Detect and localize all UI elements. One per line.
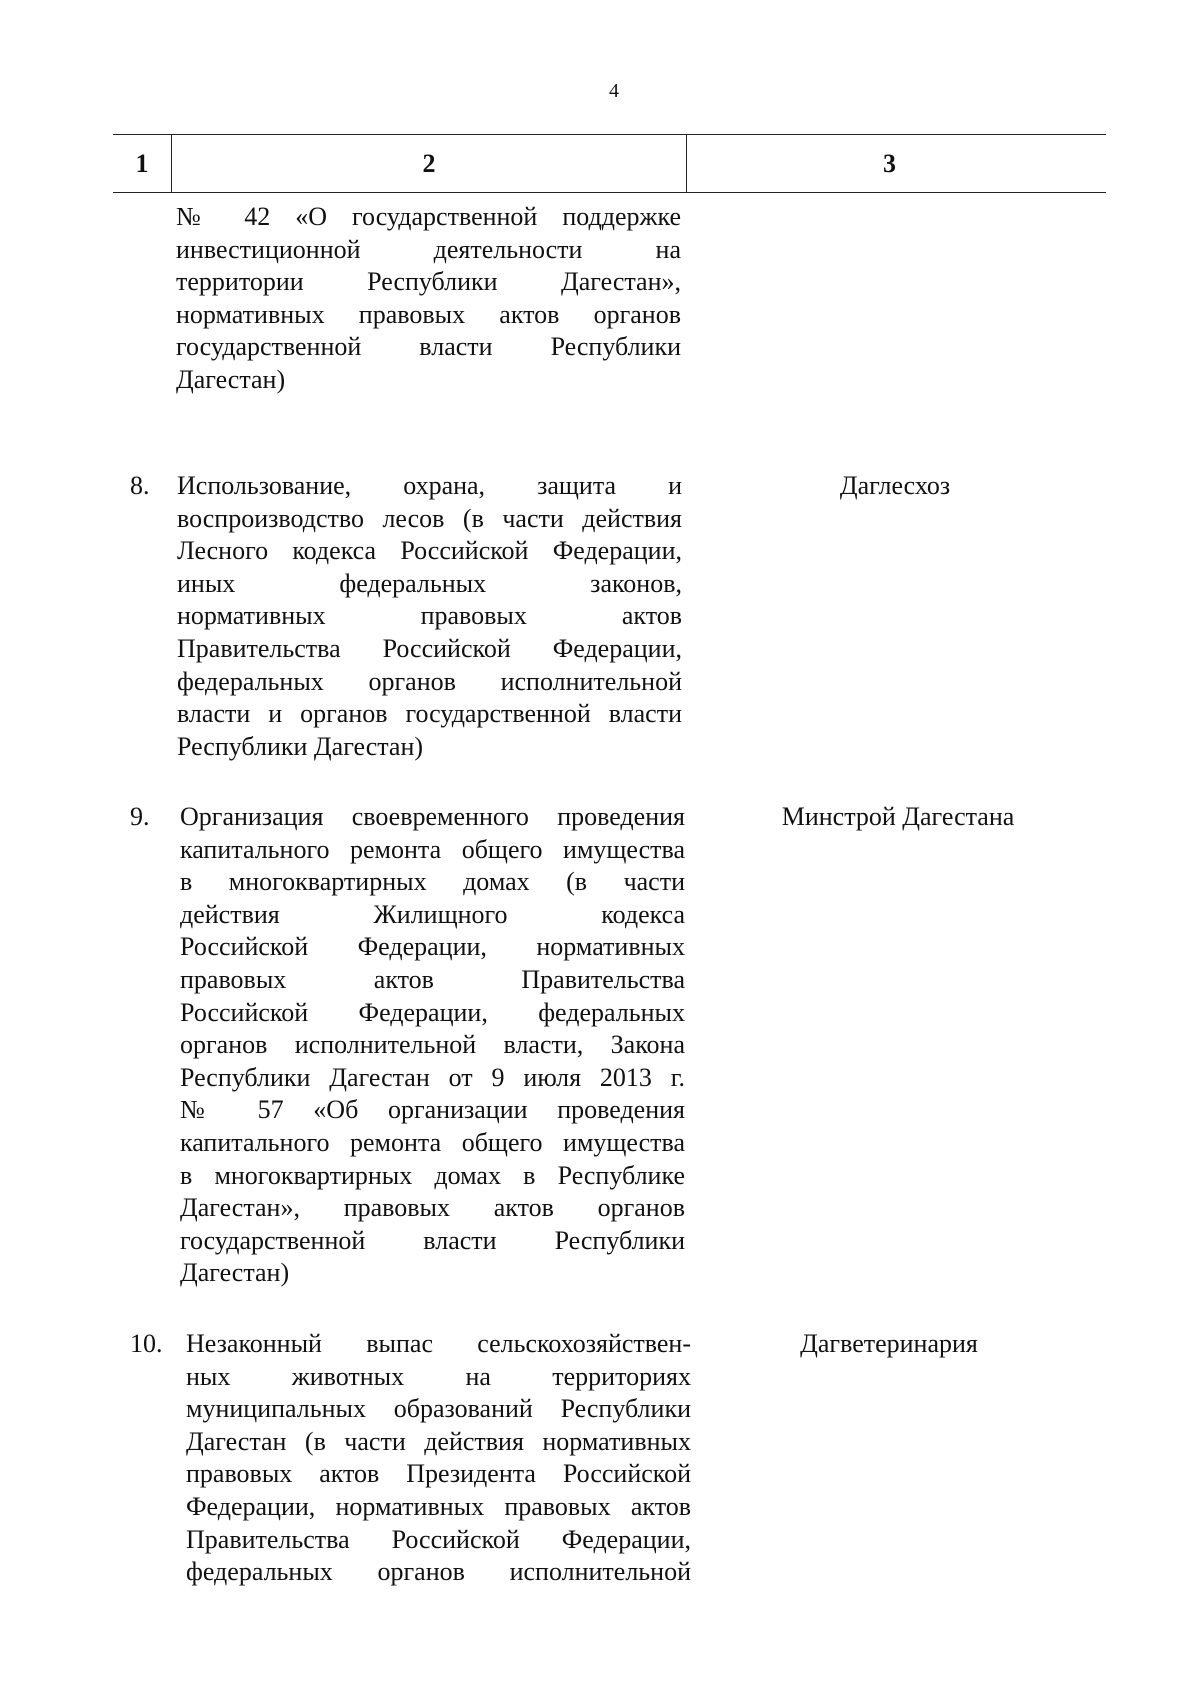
- row-number: 10.: [130, 1329, 163, 1358]
- row-description: [177, 470, 682, 763]
- description-line: Федерации, нормативных правовых актов: [186, 1491, 691, 1521]
- description-line: Республики Дагестан от 9 июля 2013 г.: [180, 1062, 685, 1092]
- column-header-3: 3: [883, 148, 896, 178]
- responsible-body: Минстрой Дагестана: [781, 802, 1015, 831]
- description-line: Дагестан», правовых актов органов: [180, 1193, 685, 1223]
- description-line: Правительства Российской Федерации,: [186, 1524, 691, 1554]
- description-line: Организация своевременного проведения: [180, 802, 685, 831]
- description-line: Российской Федерации, нормативных: [180, 932, 685, 962]
- description-line: нормативных правовых актов органов: [176, 299, 681, 329]
- description-line: Российской Федерации, федеральных: [180, 997, 685, 1027]
- description-line: федеральных органов исполнительной: [186, 1557, 691, 1587]
- description-line: инвестиционной деятельности на: [176, 234, 681, 264]
- description-line: капитального ремонта общего имущества: [180, 1127, 685, 1157]
- description-line: государственной власти Республики: [180, 1225, 685, 1255]
- table-header: [113, 134, 1106, 193]
- description-line: правовых актов Правительства: [180, 964, 685, 994]
- description-line: федеральных органов исполнительной: [177, 666, 682, 696]
- description-line: № 57 «Об организации проведения: [180, 1095, 685, 1125]
- responsible-body: Дагветеринария: [800, 1329, 978, 1358]
- row-number: 9.: [130, 802, 150, 831]
- description-line: нормативных правовых актов: [177, 601, 682, 631]
- column-header-1: 1: [113, 135, 172, 192]
- description-line: правовых актов Президента Российской: [186, 1459, 691, 1489]
- description-line: ных животных на территориях: [186, 1361, 691, 1391]
- row-description: [176, 201, 681, 397]
- description-line: действия Жилищного кодекса: [180, 899, 685, 929]
- description-line: в многоквартирных домах (в части: [180, 867, 685, 897]
- row-number: 8.: [130, 471, 150, 500]
- description-line: в многоквартирных домах в Республике: [180, 1160, 685, 1190]
- description-line: территории Республики Дагестан»,: [176, 267, 681, 297]
- responsible-body: Даглесхоз: [839, 471, 951, 500]
- description-line: капитального ремонта общего имущества: [180, 834, 685, 864]
- row-description: [180, 801, 685, 1290]
- description-line: органов исполнительной власти, Закона: [180, 1030, 685, 1060]
- description-line: № 42 «О государственной поддержке: [176, 202, 681, 231]
- description-line: Незаконный выпас сельскохозяйствен-: [186, 1329, 691, 1358]
- column-header-2: 2: [172, 135, 687, 192]
- page-number: 4: [609, 80, 619, 102]
- description-line: Дагестан): [176, 364, 286, 394]
- row-description: [186, 1328, 691, 1589]
- description-line: государственной власти Республики: [176, 332, 681, 362]
- description-line: Республики Дагестан): [177, 731, 424, 761]
- description-line: Правительства Российской Федерации,: [177, 633, 682, 663]
- description-line: иных федеральных законов,: [177, 568, 682, 598]
- description-line: воспроизводство лесов (в части действия: [177, 503, 682, 533]
- description-line: Использование, охрана, защита и: [177, 471, 682, 500]
- description-line: Дагестан): [180, 1258, 290, 1288]
- description-line: власти и органов государственной власти: [177, 699, 682, 729]
- description-line: муниципальных образований Республики: [186, 1394, 691, 1424]
- description-line: Лесного кодекса Российской Федерации,: [177, 536, 682, 566]
- description-line: Дагестан (в части действия нормативных: [186, 1426, 691, 1456]
